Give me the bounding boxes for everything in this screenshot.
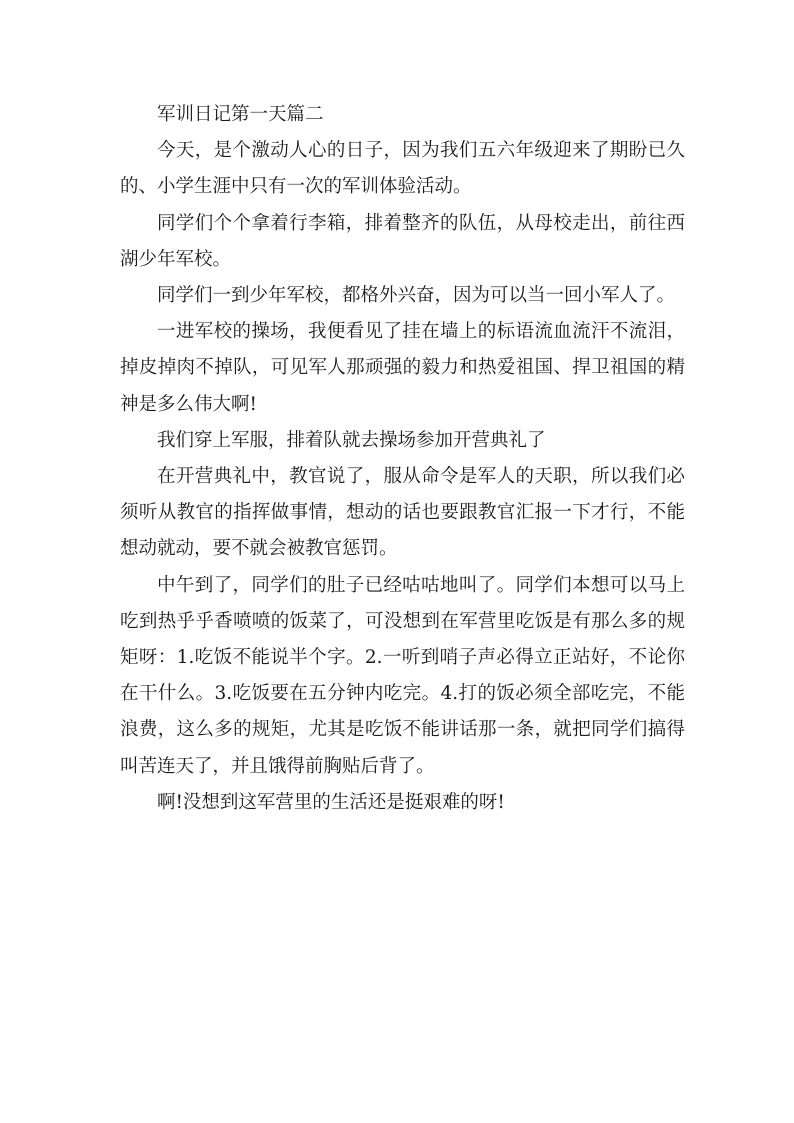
document-title: 军训日记第一天篇二 xyxy=(157,104,324,125)
paragraph: 中午到了，同学们的肚子已经咕咕地叫了。同学们本想可以马上吃到热乎乎香喷喷的饭菜了，可没想到在军营里吃饭是有那么多的规矩呀：1.吃饭不能说半个字。2.一听到哨子声必得立正站好，不论你在干什么。3.吃饭要在五分钟内吃完。4.打的饭必须全部吃完，不能浪费，这么多的规矩，尤其是吃饭不能讲话那一条，就把同学们搞得叫苦连天了，并且饿得前胸贴后背了。 xyxy=(120,574,685,777)
paragraph: 我们穿上军服，排着队就去操场参加开营典礼了 xyxy=(157,429,546,451)
paragraph: 一进军校的操场，我便看见了挂在墙上的标语流血流汗不流泪，掉皮掉肉不掉队，可见军人那顽强的毅力和热爱祖国、捍卫祖国的精神是多么伟大啊! xyxy=(120,321,685,415)
paragraph: 啊!没想到这军营里的生活还是挺艰难的呀! xyxy=(157,791,505,813)
paragraph: 同学们个个拿着行李箱，排着整齐的队伍，从母校走出，前往西湖少年军校。 xyxy=(120,212,685,270)
paragraph: 在开营典礼中，教官说了，服从命令是军人的天职，所以我们必须听从教官的指挥做事情，想动的话也要跟教官汇报一下才行，不能想动就动，要不就会被教官惩罚。 xyxy=(120,466,685,560)
document-body xyxy=(120,97,685,821)
paragraph: 今天，是个激动人心的日子，因为我们五六年级迎来了期盼已久的、小学生涯中只有一次的军训体验活动。 xyxy=(120,140,685,198)
paragraph: 同学们一到少年军校，都格外兴奋，因为可以当一回小军人了。 xyxy=(157,285,676,307)
